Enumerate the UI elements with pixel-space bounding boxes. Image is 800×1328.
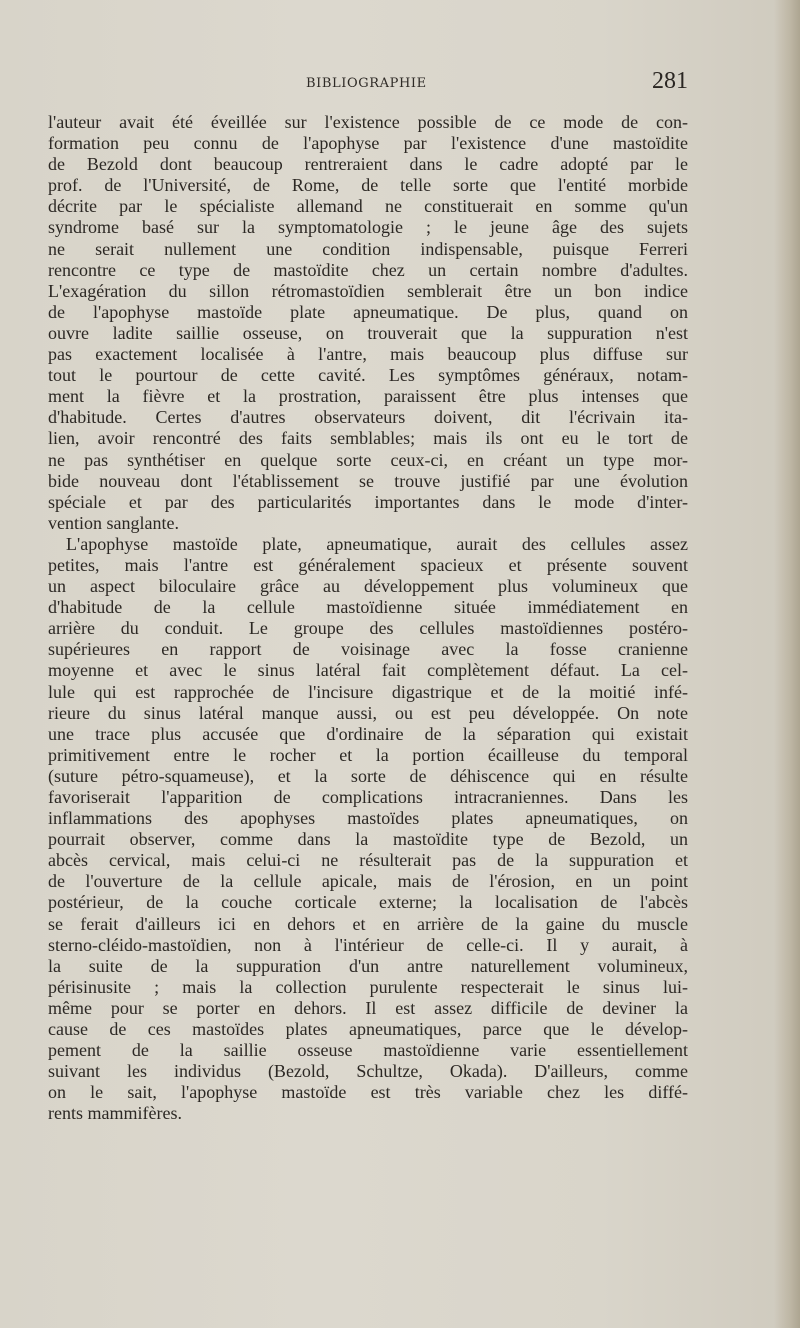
text-line: un aspect biloculaire grâce au développement plus volumineux que xyxy=(48,576,688,597)
text-line: arrière du conduit. Le groupe des cellules mastoïdiennes postéro- xyxy=(48,618,688,639)
text-line: pas exactement localisée à l'antre, mais beaucoup plus diffuse sur xyxy=(48,344,688,365)
text-line: sterno-cléido-mastoïdien, non à l'intérieur de celle-ci. Il y aurait, à xyxy=(48,934,688,955)
text-line: abcès cervical, mais celui-ci ne résulterait pas de la suppuration et xyxy=(48,850,688,871)
text-line: bide nouveau dont l'établissement se trouve justifié par une évolution xyxy=(48,470,688,491)
text-line: pement de la saillie osseuse mastoïdienne varie essentiellement xyxy=(48,1040,688,1061)
body-text xyxy=(48,112,688,1125)
text-line: lien, avoir rencontré des faits semblables; mais ils ont eu le tort de xyxy=(48,428,688,449)
page-edge-shadow xyxy=(774,0,800,1328)
text-line: ment la fièvre et la prostration, paraissent être plus intenses que xyxy=(48,386,688,407)
text-line: supérieures en rapport de voisinage avec la fosse cranienne xyxy=(48,639,688,660)
text-line: moyenne et avec le sinus latéral fait complètement défaut. La cel- xyxy=(48,660,688,681)
text-line: favoriserait l'apparition de complications intracraniennes. Dans les xyxy=(48,787,688,807)
text-line: rieure du sinus latéral manque aussi, ou est peu développée. On note xyxy=(48,702,688,723)
text-line: (suture pétro-squameuse), et la sorte de déhiscence qui en résulte xyxy=(48,765,688,786)
text-line: même pour se porter en dehors. Il est assez difficile de deviner la xyxy=(48,997,688,1018)
text-line: formation peu connu de l'apophyse par l'existence d'une mastoïdite xyxy=(48,133,688,154)
text-line: l'auteur avait été éveillée sur l'existence possible de ce mode de con- xyxy=(48,112,688,132)
text-line: une trace plus accusée que d'ordinaire de la séparation qui existait xyxy=(48,723,688,744)
text-line: de l'apophyse mastoïde plate apneumatique. De plus, quand on xyxy=(48,301,688,322)
text-line: ne serait nullement une condition indispensable, puisque Ferreri xyxy=(48,238,688,259)
text-line: suivant les individus (Bezold, Schultze, Okada). D'ailleurs, comme xyxy=(48,1061,688,1082)
text-line: d'habitude. Certes d'autres observateurs doivent, dit l'écrivain ita- xyxy=(48,407,688,428)
text-line: ouvre ladite saillie osseuse, on trouverait que la suppuration n'est xyxy=(48,322,688,343)
text-line: rents mammifères. xyxy=(48,1103,182,1124)
text-line: spéciale et par des particularités importantes dans le mode d'inter- xyxy=(48,491,688,512)
text-line: d'habitude de la cellule mastoïdienne située immédiatement en xyxy=(48,597,688,618)
text-line: cause de ces mastoïdes plates apneumatiques, parce que le dévelop- xyxy=(48,1019,688,1040)
text-line: petites, mais l'antre est généralement spacieux et présente souvent xyxy=(48,554,688,575)
text-line: de l'ouverture de la cellule apicale, mais de l'érosion, en un point xyxy=(48,871,688,892)
text-line: L'exagération du sillon rétromastoïdien semblerait être un bon indice xyxy=(48,280,688,301)
running-head: BIBLIOGRAPHIE xyxy=(306,76,427,91)
text-line: se ferait d'ailleurs ici en dehors et en arrière de la gaine du muscle xyxy=(48,913,688,934)
text-line: lule qui est rapprochée de l'incisure digastrique et de la moitié infé- xyxy=(48,681,688,702)
text-line: de Bezold dont beaucoup rentreraient dans le cadre adopté par le xyxy=(48,154,688,175)
text-line: primitivement entre le rocher et la portion écailleuse du temporal xyxy=(48,744,688,765)
text-line: décrite par le spécialiste allemand ne constituerait en somme qu'un xyxy=(48,196,688,217)
text-line: inflammations des apophyses mastoïdes plates apneumatiques, on xyxy=(48,808,688,829)
page-number: 281 xyxy=(652,68,688,94)
text-line: on le sait, l'apophyse mastoïde est très variable chez les diffé- xyxy=(48,1082,688,1103)
text-line: prof. de l'Université, de Rome, de telle sorte que l'entité morbide xyxy=(48,175,688,196)
text-line: tout le pourtour de cette cavité. Les symptômes généraux, notam- xyxy=(48,365,688,386)
text-line: périsinusite ; mais la collection purulente respecterait le sinus lui- xyxy=(48,976,688,997)
text-line: la suite de la suppuration d'un antre naturellement volumineux, xyxy=(48,955,688,976)
text-line: L'apophyse mastoïde plate, apneumatique, aurait des cellules assez xyxy=(66,533,688,554)
text-line: syndrome basé sur la symptomatologie ; le jeune âge des sujets xyxy=(48,217,688,238)
page-header xyxy=(50,68,688,98)
text-line: postérieur, de la couche corticale externe; la localisation de l'abcès xyxy=(48,892,688,913)
text-line: pourrait observer, comme dans la mastoïdite type de Bezold, un xyxy=(48,829,688,850)
text-line: ne pas synthétiser en quelque sorte ceux-ci, en créant un type mor- xyxy=(48,449,688,470)
text-line: vention sanglante. xyxy=(48,512,179,533)
text-line: rencontre ce type de mastoïdite chez un certain nombre d'adultes. xyxy=(48,259,688,280)
